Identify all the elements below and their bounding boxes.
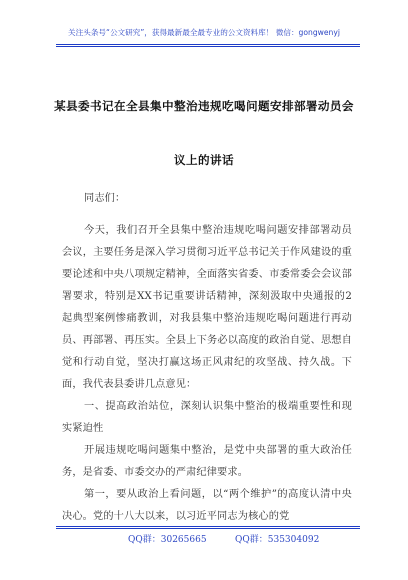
header-banner: 关注头条号“公文研究”，获得最新最全最专业的公文资料库！ 微信：gongwenyj: [68, 28, 340, 37]
doc-title-line1: 某县委书记在全县集中整治违规吃喝问题安排部署动员会: [54, 99, 354, 113]
section-heading-1: 一、提高政治站位，深刻认识集中整治的极端重要性和现实紧迫性: [62, 401, 352, 434]
doc-title-line2: 议上的讲话: [174, 153, 234, 167]
footer: [0, 532, 408, 544]
paragraph-2: 第一，要从政治上看问题，以“两个维护”的高度认清中央决心。党的十八大以来，以习近平同志为核心的党: [62, 489, 352, 522]
header-rule-bottom: [56, 46, 360, 47]
footer-rule-top: [56, 526, 360, 527]
doc-body: [62, 180, 352, 528]
footer-qq-group-2: QQ群：535304092: [235, 535, 320, 545]
header-rule-top: [56, 44, 360, 45]
salutation: 同志们：: [84, 193, 126, 204]
footer-qq-group-1: QQ群：30265665: [128, 535, 207, 545]
paragraph-1: 开展违规吃喝问题集中整治，是党中央部署的重大政治任务，是省委、市委交办的严肃纪律要求。: [62, 445, 352, 478]
footer-rule-bottom: [56, 528, 360, 529]
paragraph-intro: 今天，我们召开全县集中整治违规吃喝问题安排部署动员会议，主要任务是深入学习贯彻习近平总书记关于作风建设的重要论述和中央八项规定精神，全面落实省委、市委常委会会议部署要求，特别是XX书记重要讲话精神，深刻汲取中央通报的2起典型案例惨痛教训，对我县集中整治违规吃喝问题进行再动员、再部署、再压实。全县上下务必以高度的政治自觉、思想自觉和行动自觉，坚决打赢这场正风肃纪的攻坚战、持久战。下面，我代表县委讲几点意见：: [62, 225, 352, 390]
